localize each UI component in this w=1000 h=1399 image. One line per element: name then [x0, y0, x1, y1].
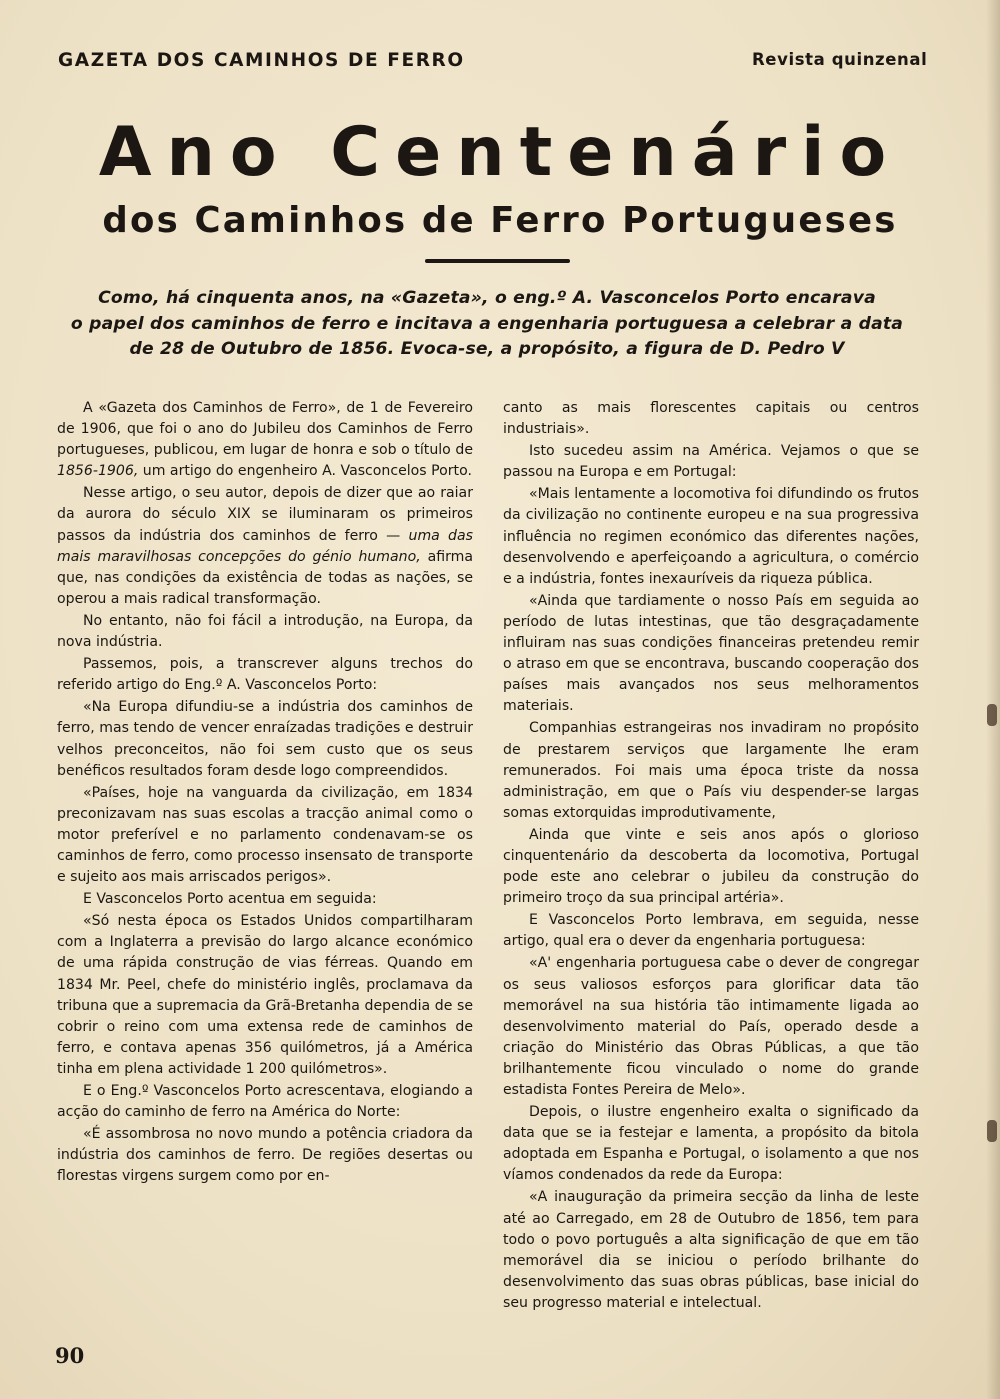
page-edge-shadow — [986, 0, 1000, 1399]
article-column-right — [503, 398, 919, 1315]
article-title: Ano Centenário — [98, 113, 902, 192]
deck-line: o papel dos caminhos de ferro e incitava a engenharia portuguesa a celebrar a data — [70, 313, 904, 334]
publication-name: GAZETA DOS CAMINHOS DE FERRO — [58, 50, 465, 71]
paragraph: «Países, hoje na vanguarda da civilização, em 1834 preconizavam nas suas escolas a tracção animal como o motor preferível e no parlamento condenavam-se os caminhos de ferro, como processo insensato de transporte e sujeito aos mais arriscados perigos». — [57, 784, 473, 886]
paragraph: «É assombrosa no novo mundo a potência criadora da indústria dos caminhos de ferro. De regiões desertas ou florestas virgens surgem como por en- — [57, 1126, 473, 1185]
page-number: 90 — [55, 1343, 85, 1368]
paragraph: Passemos, pois, a transcrever alguns trechos do referido artigo do Eng.º A. Vasconcelos Porto: — [57, 656, 473, 694]
title-divider — [425, 259, 570, 263]
paragraph: E Vasconcelos Porto lembrava, em seguida, nesse artigo, qual era o dever da engenharia portuguesa: — [503, 912, 919, 950]
paragraph: Depois, o ilustre engenheiro exalta o significado da data que se ia festejar e lamenta, a propósito da bitola adoptada em Espanha e Portugal, o isolamento a que nos víamos condenados da rede da Europa: — [503, 1104, 919, 1184]
article-deck — [52, 286, 922, 363]
paragraph: «A' engenharia portuguesa cabe o dever de congregar os seus valiosos esforços para glorificar data tão memorável na sua história tão intimamente ligada ao desenvolvimento material do País, operado desde a criação do Ministério das Obras Públicas, a que tão brilhantemente ficou vinculado o nome do grande estadista Fontes Pereira de Melo». — [503, 955, 919, 1098]
paragraph: Companhias estrangeiras nos invadiram no propósito de prestarem serviços que largamente lhe eram remunerados. Foi mais uma época triste da nossa administração, em que o País viu despender-se largas somas extorquidas improdutivamente, — [503, 720, 919, 821]
binding-mark — [987, 1120, 997, 1142]
paragraph: E Vasconcelos Porto acentua em seguida: — [83, 891, 377, 908]
article-subtitle: dos Caminhos de Ferro Portugueses — [102, 200, 898, 241]
quoted-title: 1856-1906, — [57, 463, 139, 480]
paragraph: A «Gazeta dos Caminhos de Ferro», de 1 de Fevereiro de 1906, que foi o ano do Jubileu dos Caminhos de Ferro portugueses, publicou, em lugar de honra e sob o título de 1856-1906, um artigo do engenheiro A. Vasconcelos Porto. — [57, 400, 473, 480]
paragraph: No entanto, não foi fácil a introdução, na Europa, da nova indústria. — [57, 612, 473, 651]
paragraph: «Na Europa difundiu-se a indústria dos caminhos de ferro, mas tendo de vencer enraízadas tradições e destruir velhos preconceitos, não foi sem custo que os seus benéficos resultados foram desde logo compreendidos. — [57, 699, 473, 779]
paragraph: «Mais lentamente a locomotiva foi difundindo os frutos da civilização no continente europeu e na sua progressiva influência no regimen económico das diferentes nações, desenvolvendo e aperfeiçoando a agricultura, o comércio e a indústria, fontes inexauríveis da riqueza pública. — [503, 486, 919, 587]
deck-line: Como, há cinquenta anos, na «Gazeta», o eng.º A. Vasconcelos Porto encarava — [98, 288, 876, 308]
paragraph: «Só nesta época os Estados Unidos compartilharam com a Inglaterra a previsão do largo alcance económico de uma rápida construção de vias férreas. Quando em 1834 Mr. Peel, chefe do ministério inglês, proclamava da tribuna que a supremacia da Grã-Bretanha dependia de se cobrir o reino com uma extensa rede de caminhos de ferro, e contava apenas 356 quilómetros, já a América tinha em plena actividade 1 200 quilómetros». — [57, 913, 473, 1077]
paragraph: canto as mais florescentes capitais ou centros industriais». — [503, 400, 919, 438]
italic-quote: uma das mais maravilhosas concepções do génio humano, — [57, 527, 473, 565]
periodicity-label: Revista quinzenal — [752, 50, 928, 69]
paragraph: «Ainda que tardiamente o nosso País em seguida ao período de lutas intestinas, que tão desgraçadamente influiram nas suas condições financeiras pretendeu remir o atraso em que se encontrava, buscando cooperação dos países mais avançados nos seus melhoramentos materiais. — [503, 592, 919, 715]
paragraph: Ainda que vinte e seis anos após o glorioso cinquentenário da descoberta da locomotiva, Portugal pode este ano celebrar o jubileu da construção do primeiro troço da sua principal artéria». — [503, 826, 919, 907]
paragraph: Isto sucedeu assim na América. Vejamos o que se passou na Europa e em Portugal: — [503, 443, 919, 481]
paragraph: «A inauguração da primeira secção da linha de leste até ao Carregado, em 28 de Outubro de 1856, tem para todo o povo português a alta significação de que em tão memorável dia se iniciou o período brilhante do desenvolvimento das suas obras públicas, base inicial do seu progresso material e intelectual. — [503, 1189, 919, 1311]
deck-line: de 28 de Outubro de 1856. Evoca-se, a propósito, a figura de D. Pedro V — [129, 339, 845, 359]
article-column-left — [57, 398, 473, 1188]
paragraph: Nesse artigo, o seu autor, depois de dizer que ao raiar da aurora do século XIX se iluminaram os primeiros passos da indústria dos caminhos de ferro — uma das mais maravilhosas concepções do génio humano, afirma que, nas condições da existência de todas as nações, se operou a mais radical transformação. — [57, 485, 473, 607]
binding-mark — [987, 704, 997, 726]
paragraph: E o Eng.º Vasconcelos Porto acrescentava, elogiando a acção do caminho de ferro na América do Norte: — [57, 1083, 473, 1121]
